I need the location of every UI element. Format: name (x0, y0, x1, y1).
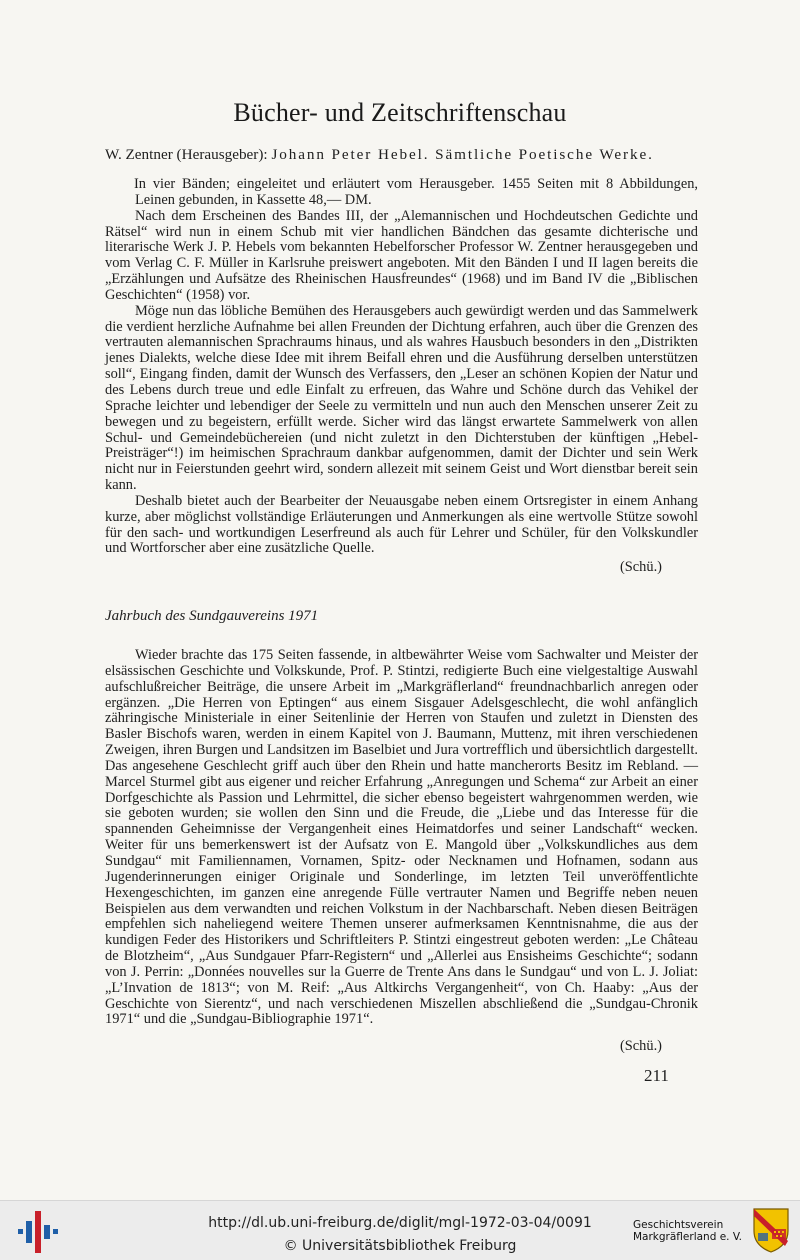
review-2-heading: Jahrbuch des Sundgauvereins 1971 (105, 608, 319, 624)
copyright-text: © Universitätsbibliothek Freiburg (283, 1238, 517, 1254)
review-1-work-title: Johann Peter Hebel. Sämtliche Poetische Werke. (271, 146, 654, 163)
review-1-paragraph: In vier Bänden; eingeleitet und erläutert vom Herausgeber. 1455 Seiten mit 8 Abbildungen, Leinen gebunden, in Kassette 48,— DM. (134, 176, 698, 208)
page-number: 211 (644, 1066, 669, 1085)
review-1-paragraph: Möge nun das löbliche Bemühen des Herausgebers auch gewürdigt werden und das Sammelwerk die verdient herzliche Aufnahme bei allen Freunden der Dichtung erfahren, auch über die Grenzen des vertrauten alemannischen Sprachraums hinaus, und als wahres Hausbuch besonders in den „Distrikten jenes Dialekts, welche diese Idee mit ihrem Beifall ehren und die Ausführung derselben unterstützen soll“, Eingang finden, damit der Wunsch des Verfassers, den „Leser an schönen Kopien der Natur und des Lebens durch treue und edle Einfalt zu erfreuen, das Wahre und Schöne durch das Vehikel der Sprache leichter und lebendiger der Seele zu vermitteln und nun auch den Menschen unserer Zeit zu bewegen und zu begeistern, erfüllt werde. Sicher wird das längst erwartete Sammelwerk von allen Schul- und Gemeindebüchereien (und nicht zuletzt in den Dichterstuben der künftigen „Hebel-Preisträger“!) im heimischen Sprachraum dankbar aufgenommen, damit der Dichter und sein Werk nicht nur in Feierstunden geehrt wird, sondern allezeit mit seinem Geist und Wort dienstbar bereit sein kann. (105, 302, 698, 494)
coat-of-arms-icon (752, 1207, 790, 1253)
review-2-body (105, 648, 698, 1028)
organization-name (633, 1219, 742, 1243)
organization-line-2: Markgräflerland e. V. (633, 1231, 743, 1243)
page-title: Bücher- und Zeitschriftenschau (233, 98, 567, 127)
organization-line-1: Geschichtsverein (633, 1219, 724, 1231)
review-2-signature: (Schü.) (620, 1038, 662, 1054)
review-1-header (105, 146, 705, 164)
document-url-link[interactable]: http://dl.ub.uni-freiburg.de/diglit/mgl-1972-03-04/0091 (208, 1215, 592, 1231)
review-1-paragraph: Nach dem Erscheinen des Bandes III, der „Alemannischen und Hochdeutschen Gedichte und Rätsel“ wird nun in einem Schub mit vier handlichen Bändchen das gesamte dichterische und literarische Werk J. P. Hebels vom bekannten Hebelforscher Professor W. Zentner herausgegeben und vom Verlag C. F. Müller in Karlsruhe preiswert angeboten. Mit den Bänden I und II lagen bereits die „Erzählungen und Aufsätze des Rheinischen Hausfreundes“ (1968) und im Band IV die „Biblischen Geschichten“ (1958) vor. (105, 207, 698, 303)
viewer-footer (0, 1200, 800, 1260)
review-2-paragraph: Wieder brachte das 175 Seiten fassende, in altbewährter Weise vom Sachwalter und Meister der elsässischen Geschichte und Volkskunde, Prof. P. Stintzi, redigierte Buch eine vielgestaltige Auswahl aufschlußreicher Beiträge, die unsere Arbeit im „Markgräflerland“ freundnachbarlich anregen oder ergänzen. „Die Herren von Eptingen“ aus einem Sisgauer Adelsgeschlecht, die wohl anfänglich zähringische Ministeriale in einer Seitenlinie der Herren von Staufen und zuletzt in Diensten des Basler Bischofs waren, werden in einem Kapitel von J. Baumann, Muttenz, mit ihren verschiedenen Zweigen, ihren Burgen und Landsitzen im Baselbiet und Jura vortrefflich und übersichtlich dargestellt. Das angesehene Geschlecht griff auch über den Rhein und hatte mancherorts Besitz im Rebland. — Marcel Sturmel gibt aus eigener und reicher Erfahrung „Anregungen und Schema“ zur Arbeit an einer Dorfgeschichte als Passion und Lehrmittel, die sicher ebenso begeistert wahrgenommen werden, wie sie geboten wurden; sie wollen den Sinn und die Freude, die „Liebe und das Interesse für die spannenden Geheimnisse der Vergangenheit eines Heimatdorfes und seiner Landschaft“ wecken. Weiter für uns bemerkenswert ist der Aufsatz von E. Mangold über „Volkskundliches aus dem Sundgau“ mit Familiennamen, Vornamen, Spitz- oder Necknamen und Hofnamen, sodann aus Jugenderinnerungen einiger Originale und Sonderlinge, im letzten Teil unveröffentlichte Hexengeschichten, im ganzen eine anregende Fülle vertrauter Namen und Begriffe neben neuen Beispielen aus dem verwandten und reichen Volkstum in der Nachbarschaft. Neben diesen Beiträgen empfehlen sich naheliegend weitere Themen unserer aufmerksamen Kenntnisnahme, die aus der kundigen Feder des Historikers und Schriftleiters P. Stintzi eingestreut geboten werden: „Le Château de Blotzheim“, „Aus Sundgauer Pfarr-Registern“ und „Allerlei aus Ensisheims Geschichte“; sodann von J. Perrin: „Données nouvelles sur la Guerre de Trente Ans dans le Sundgau“ und von L. J. Joliat: „L’Invation de 1813“; von M. Reif: „Aus Altkirchs Vergangenheit“, von Ch. Haaby: „Aus der Geschichte von Sierentz“, und nach verschiedenen Miszellen abschließend die „Sundgau-Chronik 1971“ und die „Sundgau-Bibliographie 1971“. (105, 647, 698, 1028)
review-1-body (105, 177, 698, 557)
review-1-signature: (Schü.) (620, 559, 662, 575)
review-1-author: W. Zentner (Herausgeber): (105, 146, 272, 163)
review-1-paragraph: Deshalb bietet auch der Bearbeiter der Neuausgabe neben einem Ortsregister in einem Anhang kurze, aber möglichst vollständige Erläuterungen und Anmerkungen als eine wertvolle Stütze sowohl für den sach- und wortkundigen Leserfreund als auch für Lehrer und Schüler, für den Volkskundler und Wortforscher aber eine zusätzliche Quelle. (105, 492, 698, 557)
